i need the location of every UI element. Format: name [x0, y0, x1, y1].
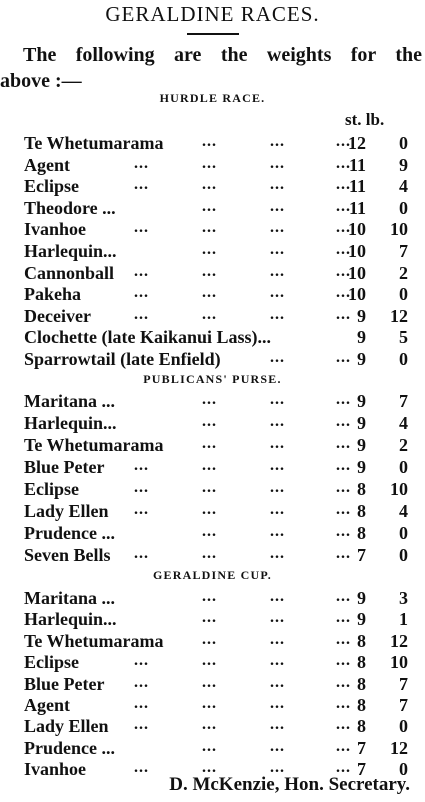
entry-row [24, 523, 414, 544]
leader-dots: ... [270, 197, 285, 215]
secretary-signature: D. McKenzie, Hon. Secretary. [169, 774, 410, 795]
horse-name: Clochette (late Kaikanui Lass)... [24, 327, 271, 348]
weight-stones: 9 [357, 588, 366, 608]
horse-name: Maritana ... [24, 588, 115, 608]
weight-pounds: 7 [399, 673, 408, 694]
horse-name: Seven Bells [24, 545, 111, 565]
weight-stones: 9 [357, 305, 366, 326]
section-title: HURDLE RACE. [159, 91, 266, 105]
leader-dots: ... [270, 133, 285, 150]
weight-pounds: 0 [399, 457, 408, 477]
entry-row [24, 545, 414, 566]
weight-stones: 9 [357, 327, 366, 348]
leader-dots: ... [134, 305, 149, 323]
leader-dots: ... [336, 479, 351, 496]
leader-dots: ... [336, 501, 351, 518]
weight-pounds: 10 [390, 219, 408, 240]
leader-dots: ... [270, 413, 285, 430]
leader-dots: ... [336, 609, 351, 627]
leader-dots: ... [270, 241, 285, 258]
weight-pounds: 1 [399, 609, 408, 630]
weight-pounds: 10 [390, 652, 408, 673]
weight-pounds: 2 [399, 262, 408, 283]
leader-dots: ... [270, 219, 285, 237]
weight-stones: 12 [348, 133, 366, 153]
entry-row [24, 738, 414, 759]
weight-pounds: 4 [399, 413, 408, 433]
leader-dots: ... [270, 673, 285, 691]
weight-stones: 10 [348, 284, 366, 305]
leader-dots: ... [336, 695, 351, 712]
horse-name: Theodore ... [24, 197, 116, 218]
leader-dots: ... [336, 652, 351, 670]
weight-stones: 7 [357, 759, 366, 780]
entry-row [24, 327, 414, 348]
weight-pounds: 0 [399, 197, 408, 218]
leader-dots: ... [270, 716, 285, 734]
entry-row [24, 155, 414, 176]
leader-dots: ... [202, 391, 217, 408]
leader-dots: ... [336, 737, 351, 755]
leader-dots: ... [134, 716, 149, 734]
leader-dots: ... [270, 652, 285, 670]
leader-dots: ... [336, 133, 351, 150]
horse-name: Harlequin... [24, 241, 117, 261]
leader-dots: ... [202, 262, 217, 280]
horse-name: Blue Peter [24, 673, 105, 694]
weight-stones: 8 [357, 523, 366, 543]
horse-name: Agent [24, 695, 70, 715]
weight-stones: 9 [357, 349, 366, 369]
leader-dots: ... [202, 523, 217, 540]
leader-dots: ... [336, 284, 351, 302]
weight-stones: 8 [357, 630, 366, 651]
intro-line-1: The following are the weights for the [23, 44, 422, 66]
horse-name: Eclipse [24, 176, 80, 197]
horse-name: Eclipse [24, 652, 80, 673]
leader-dots: ... [134, 284, 149, 302]
leader-dots: ... [202, 630, 217, 648]
weight-stones: 8 [357, 501, 366, 521]
entry-row [24, 133, 414, 154]
weight-pounds: 3 [399, 588, 408, 608]
entry-row [24, 198, 414, 219]
weight-pounds: 9 [399, 154, 408, 175]
leader-dots: ... [270, 479, 285, 496]
leader-dots: ... [270, 737, 285, 755]
leader-dots: ... [336, 630, 351, 648]
weight-pounds: 0 [399, 349, 408, 369]
weight-pounds: 12 [390, 737, 408, 758]
horse-name: Lady Ellen [24, 716, 109, 737]
entry-row [24, 241, 414, 262]
leader-dots: ... [270, 545, 285, 562]
horse-name: Lady Ellen [24, 501, 109, 521]
entry-row [24, 284, 414, 305]
leader-dots: ... [336, 673, 351, 691]
leader-dots: ... [134, 545, 149, 562]
leader-dots: ... [202, 716, 217, 734]
leader-dots: ... [336, 716, 351, 734]
horse-name: Te Whetumarama [24, 133, 164, 153]
leader-dots: ... [336, 435, 351, 452]
weight-stones: 9 [357, 413, 366, 433]
leader-dots: ... [134, 262, 149, 280]
weight-stones: 7 [357, 737, 366, 758]
leader-dots: ... [202, 479, 217, 496]
entry-row [24, 457, 414, 478]
leader-dots: ... [270, 154, 285, 172]
leader-dots: ... [336, 523, 351, 540]
weight-pounds: 2 [399, 435, 408, 455]
leader-dots: ... [336, 176, 351, 194]
leader-dots: ... [336, 262, 351, 280]
weight-stones: 11 [348, 197, 366, 218]
entry-row [24, 263, 414, 284]
leader-dots: ... [202, 545, 217, 562]
entry-row [24, 391, 414, 412]
leader-dots: ... [134, 759, 149, 777]
leader-dots: ... [202, 673, 217, 691]
entry-row [24, 674, 414, 695]
entry-row [24, 176, 414, 197]
weight-stones: 11 [348, 176, 366, 197]
leader-dots: ... [134, 501, 149, 518]
leader-dots: ... [202, 133, 217, 150]
horse-name: Prudence ... [24, 737, 115, 758]
leader-dots: ... [270, 435, 285, 452]
entry-row [24, 479, 414, 500]
leader-dots: ... [202, 695, 217, 712]
leader-dots: ... [134, 176, 149, 194]
horse-name: Blue Peter [24, 457, 105, 477]
leader-dots: ... [202, 176, 217, 194]
weight-pounds: 7 [399, 391, 408, 411]
weight-pounds: 12 [390, 630, 408, 651]
leader-dots: ... [134, 154, 149, 172]
leader-dots: ... [270, 759, 285, 777]
entry-row [24, 219, 414, 240]
leader-dots: ... [202, 759, 217, 777]
leader-dots: ... [202, 154, 217, 172]
weight-pounds: 10 [390, 479, 408, 499]
weight-stones: 8 [357, 479, 366, 499]
entry-row [24, 716, 414, 737]
horse-name: Pakeha [24, 284, 82, 305]
weight-pounds: 4 [399, 176, 408, 197]
leader-dots: ... [270, 695, 285, 712]
leader-dots: ... [134, 673, 149, 691]
leader-dots: ... [202, 737, 217, 755]
entry-row [24, 349, 414, 370]
leader-dots: ... [134, 479, 149, 496]
leader-dots: ... [134, 652, 149, 670]
weight-stones: 9 [357, 457, 366, 477]
section-title: GERALDINE CUP. [152, 568, 273, 582]
weight-pounds: 0 [399, 133, 408, 153]
weight-stones: 8 [357, 695, 366, 715]
leader-dots: ... [202, 241, 217, 258]
leader-dots: ... [336, 759, 351, 777]
weight-pounds: 0 [399, 545, 408, 565]
weight-stones: 7 [357, 545, 366, 565]
entry-row [24, 631, 414, 652]
leader-dots: ... [336, 305, 351, 323]
horse-name: Agent [24, 154, 70, 175]
weight-pounds: 0 [399, 716, 408, 737]
leader-dots: ... [202, 197, 217, 215]
leader-dots: ... [336, 545, 351, 562]
weight-pounds: 12 [390, 305, 408, 326]
leader-dots: ... [270, 391, 285, 408]
weight-stones: 10 [348, 262, 366, 283]
leader-dots: ... [270, 262, 285, 280]
horse-name: Ivanhoe [24, 759, 87, 780]
leader-dots: ... [202, 435, 217, 452]
leader-dots: ... [134, 695, 149, 712]
leader-dots: ... [270, 284, 285, 302]
leader-dots: ... [202, 652, 217, 670]
horse-name: Ivanhoe [24, 219, 87, 240]
horse-name: Te Whetumarama [24, 435, 164, 455]
leader-dots: ... [270, 349, 285, 366]
leader-dots: ... [270, 305, 285, 323]
leader-dots: ... [270, 176, 285, 194]
leader-dots: ... [202, 219, 217, 237]
intro-line-2: above :— [0, 70, 82, 92]
leader-dots: ... [202, 457, 217, 474]
weight-stones: 11 [348, 154, 366, 175]
leader-dots: ... [270, 501, 285, 518]
horse-name: Harlequin... [24, 609, 117, 630]
leader-dots: ... [270, 523, 285, 540]
entry-row [24, 609, 414, 630]
leader-dots: ... [202, 609, 217, 627]
leader-dots: ... [202, 413, 217, 430]
leader-dots: ... [336, 349, 351, 366]
weight-pounds: 0 [399, 759, 408, 780]
entry-row [24, 652, 414, 673]
weight-pounds: 0 [399, 523, 408, 543]
weight-stones: 9 [357, 609, 366, 630]
entry-row [24, 588, 414, 609]
weight-pounds: 5 [399, 327, 408, 348]
leader-dots: ... [270, 588, 285, 605]
leader-dots: ... [336, 154, 351, 172]
weight-pounds: 7 [399, 695, 408, 715]
horse-name: Deceiver [24, 305, 91, 326]
leader-dots: ... [336, 197, 351, 215]
weight-stones: 10 [348, 241, 366, 261]
intro-paragraph [0, 42, 425, 94]
horse-name: Eclipse [24, 479, 80, 499]
title-rule [187, 33, 239, 35]
leader-dots: ... [336, 413, 351, 430]
horse-name: Prudence ... [24, 523, 115, 543]
leader-dots: ... [336, 588, 351, 605]
leader-dots: ... [336, 391, 351, 408]
weight-pounds: 7 [399, 241, 408, 261]
horse-name: Cannonball [24, 262, 115, 283]
weight-pounds: 0 [399, 284, 408, 305]
leader-dots: ... [202, 284, 217, 302]
weight-stones: 8 [357, 716, 366, 737]
horse-name: Sparrowtail (late Enfield) [24, 349, 221, 369]
leader-dots: ... [134, 219, 149, 237]
leader-dots: ... [336, 241, 351, 258]
leader-dots: ... [270, 457, 285, 474]
weight-stones: 9 [357, 391, 366, 411]
leader-dots: ... [134, 457, 149, 474]
weight-stones: 8 [357, 673, 366, 694]
article-title: GERALDINE RACES. [105, 2, 320, 26]
leader-dots: ... [336, 219, 351, 237]
entry-row [24, 306, 414, 327]
leader-dots: ... [202, 588, 217, 605]
leader-dots: ... [202, 501, 217, 518]
horse-name: Te Whetumarama [24, 630, 164, 651]
weight-units-header: st. lb. [345, 110, 385, 129]
entry-row [24, 435, 414, 456]
weight-pounds: 4 [399, 501, 408, 521]
leader-dots: ... [270, 609, 285, 627]
weight-stones: 8 [357, 652, 366, 673]
entry-row [24, 501, 414, 522]
horse-name: Maritana ... [24, 391, 115, 411]
section-title: PUBLICANS' PURSE. [143, 372, 282, 386]
entry-row [24, 413, 414, 434]
leader-dots: ... [202, 305, 217, 323]
weight-stones: 10 [348, 219, 366, 240]
leader-dots: ... [336, 457, 351, 474]
leader-dots: ... [270, 630, 285, 648]
horse-name: Harlequin... [24, 413, 117, 433]
entry-row [24, 695, 414, 716]
weight-stones: 9 [357, 435, 366, 455]
